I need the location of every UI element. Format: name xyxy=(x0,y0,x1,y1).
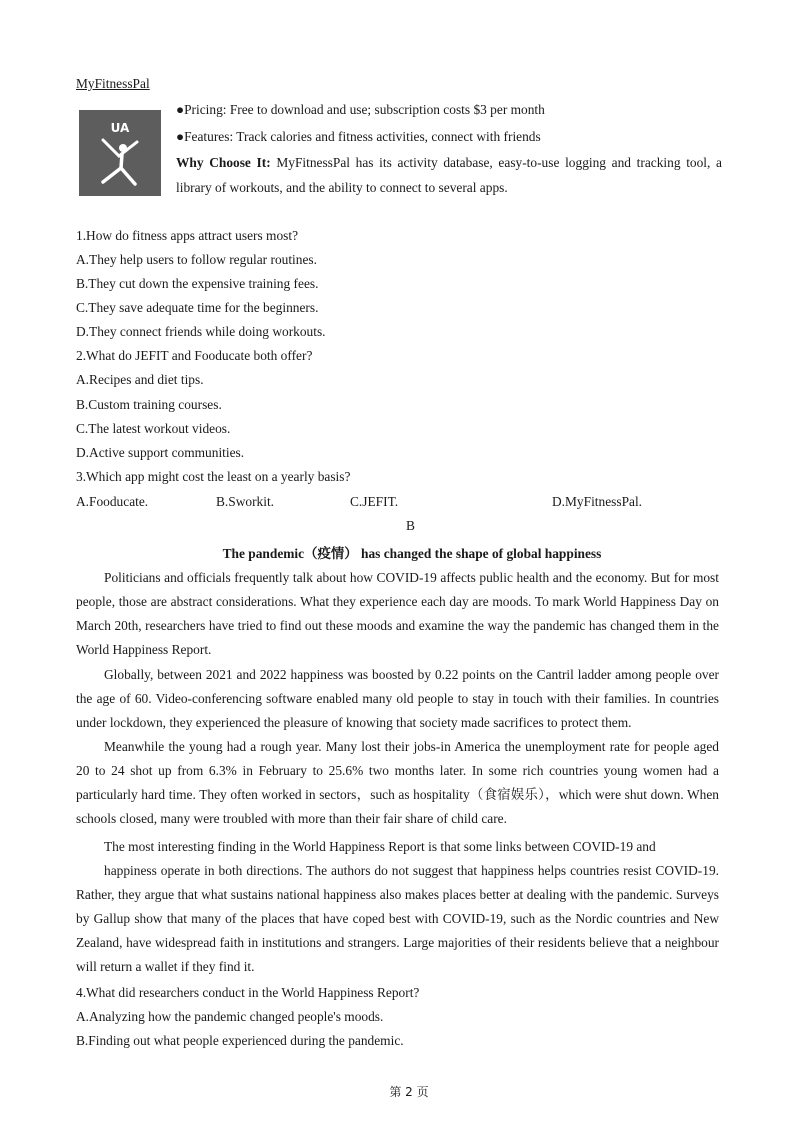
pricing-line: ●Pricing: Free to download and use; subscription costs $3 per month xyxy=(176,102,545,117)
question-4: 4.What did researchers conduct in the World Happiness Report? xyxy=(76,985,420,1000)
paragraph-4-first-line: The most interesting finding in the World Happiness Report is that some links between COVID-19 and xyxy=(104,839,656,854)
q1-option-b: B.They cut down the expensive training fees. xyxy=(76,276,319,291)
q3-option-a: A.Fooducate. xyxy=(76,494,149,509)
jumping-person-icon xyxy=(79,110,161,196)
why-label: Why Choose It: xyxy=(176,155,271,170)
q1-option-a: A.They help users to follow regular routines. xyxy=(76,252,317,267)
q3-option-d: D.MyFitnessPal. xyxy=(552,494,643,509)
myfitnesspal-logo xyxy=(79,110,161,196)
paragraph-3: Meanwhile the young had a rough year. Many lost their jobs-in America the unemployment rate for people aged 20 to 24 shot up from 6.3% in February to 25.6% two months later. In some rich countries young women had a particularly hard time. They often worked in sectors，such as hospitality（食宿娱乐），which were shut down. When schools closed, many were troubled with more than their fair share of child care. xyxy=(76,739,719,826)
q2-option-d: D.Active support communities. xyxy=(76,445,245,460)
paragraph-2: Globally, between 2021 and 2022 happiness was boosted by 0.22 points on the Cantril ladder among people over the age of 60. Video-conferencing software enabled many old people to stay in touch with their families. In countries under lockdown, they experienced the pleasure of knowing that society made sacrifices to protect them. xyxy=(76,667,719,730)
paragraph-4: happiness operate in both directions. The authors do not suggest that happiness helps countries resist COVID-19. Rather, they argue that what sustains national happiness also makes places better at dealing with the pandemic. Surveys by Gallup show that many of the places that have coped best with COVID-19, such as the Nordic countries and New Zealand, have widespread faith in institutions and strangers. Large majorities of their residents believe that a neighbour will return a wallet if they find it. xyxy=(76,863,719,974)
question-3: 3.Which app might cost the least on a yearly basis? xyxy=(76,469,351,484)
q2-option-b: B.Custom training courses. xyxy=(76,397,222,412)
question-1: 1.How do fitness apps attract users most? xyxy=(76,228,299,243)
why-text: MyFitnessPal has its activity database, easy-to-use logging and tracking tool, a library of workouts, and the ability to connect to several apps. xyxy=(176,155,722,195)
why-choose-it xyxy=(176,150,722,200)
features-line: ●Features: Track calories and fitness activities, connect with friends xyxy=(176,129,541,144)
q4-option-a: A.Analyzing how the pandemic changed people's moods. xyxy=(76,1009,384,1024)
question-2: 2.What do JEFIT and Fooducate both offer? xyxy=(76,348,313,363)
page-number: 第 2 页 xyxy=(389,1085,429,1099)
article-title: The pandemic（疫情） has changed the shape of global happiness xyxy=(222,546,602,561)
section-letter: B xyxy=(406,518,415,533)
app-title: MyFitnessPal xyxy=(76,76,150,91)
q2-option-c: C.The latest workout videos. xyxy=(76,421,231,436)
paragraph-1: Politicians and officials frequently talk about how COVID-19 affects public health and the economy. But for most people, those are abstract considerations. What they experience each day are moods. To mark World Happiness Day on March 20th, researchers have tried to find out these moods and examine the way the pandemic has changed them in the World Happiness Report. xyxy=(76,570,719,657)
q3-option-c: C.JEFIT. xyxy=(350,494,399,509)
q1-option-c: C.They save adequate time for the beginners. xyxy=(76,300,319,315)
q3-option-b: B.Sworkit. xyxy=(216,494,275,509)
under-armour-mark: UA xyxy=(110,121,130,135)
q2-option-a: A.Recipes and diet tips. xyxy=(76,372,204,387)
q4-option-b: B.Finding out what people experienced during the pandemic. xyxy=(76,1033,404,1048)
q3-options xyxy=(76,494,726,510)
q1-option-d: D.They connect friends while doing workouts. xyxy=(76,324,326,339)
